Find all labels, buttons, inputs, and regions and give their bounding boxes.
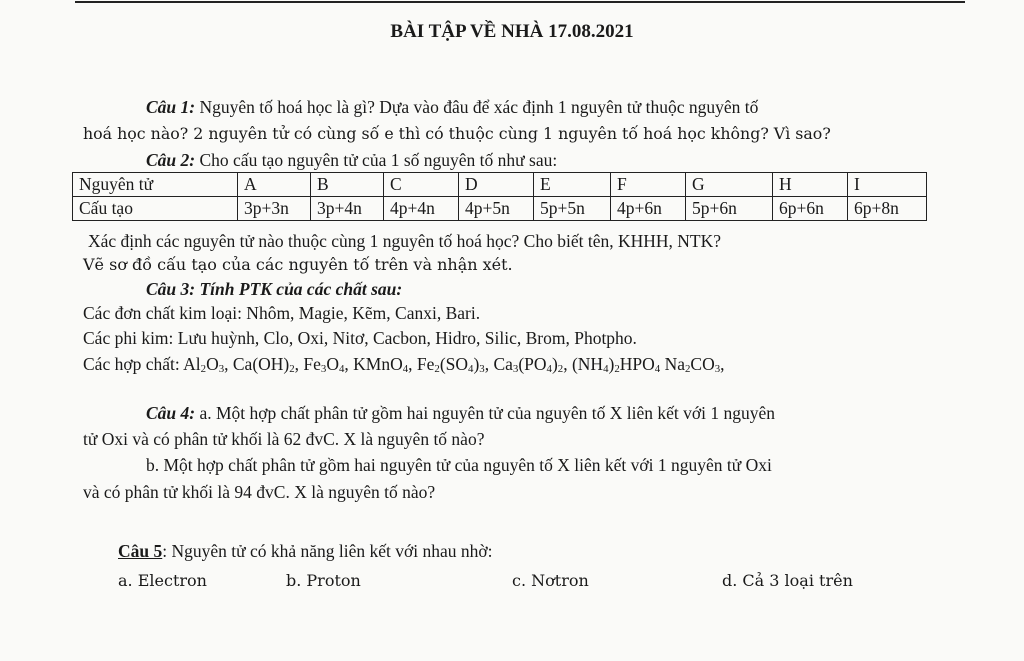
table-cell-structure: 6p+6n <box>773 197 848 221</box>
table-cell-structure: 5p+5n <box>534 197 611 221</box>
q2-intro-text: Cho cấu tạo nguyên tử của 1 số nguyên tố như sau: <box>195 150 558 170</box>
q4-a-line-1 <box>146 404 775 423</box>
q5-line <box>118 542 493 561</box>
q3-label: Câu 3: Tính PTK của các chất sau: <box>146 279 403 299</box>
q3-compound-formulas: $Al_2O_3$, $Ca(OH)_2$, $Fe_3O_4$, KMnO$_4$, $Fe_2(SO_4)_3$, $Ca_3(PO_4)_2$, $(NH_4)_2HPO_4$ $Na_2CO_3$, <box>183 354 725 375</box>
q1-line-2: hoá học nào? 2 nguyên tử có cùng số e thì có thuộc cùng 1 nguyên tố hoá học không? Vì sao? <box>83 124 831 143</box>
q4-a-line-2: tử Oxi và có phân tử khối là 62 đvC. X là nguyên tố nào? <box>83 429 485 449</box>
q2-intro <box>146 151 557 170</box>
table-cell-structure: 4p+6n <box>611 197 686 221</box>
q2-after-1: Xác định các nguyên tử nào thuộc cùng 1 nguyên tố hoá học? Cho biết tên, KHHH, NTK? <box>88 231 721 251</box>
q4-label: Câu 4: <box>146 403 196 423</box>
q5-option-c: c. Nơtron <box>512 571 589 590</box>
q1-line-1 <box>146 98 758 117</box>
q4-b-line-1: b. Một hợp chất phân tử gồm hai nguyên tử của nguyên tố X liên kết với 1 nguyên tử Oxi <box>146 455 772 475</box>
table-row-structure <box>73 197 927 221</box>
q3-nonmetals: Các phi kim: Lưu huỳnh, Clo, Oxi, Nitơ, Cacbon, Hidro, Silic, Brom, Photpho. <box>83 328 637 348</box>
q5-option-b: b. Proton <box>286 571 361 590</box>
table-cell-element: F <box>611 173 686 197</box>
q2-label: Câu 2: <box>146 150 196 170</box>
table-cell-structure: 6p+8n <box>848 197 927 221</box>
table-cell-structure: 4p+4n <box>384 197 459 221</box>
q5-text: : Nguyên tử có khả năng liên kết với nhau nhờ: <box>162 541 493 561</box>
table-cell-structure: 5p+6n <box>686 197 773 221</box>
table-cell-structure: 4p+5n <box>459 197 534 221</box>
q5-option-d: d. Cả 3 loại trên <box>722 571 853 590</box>
table-cell-element: B <box>311 173 384 197</box>
table-cell-element: A <box>238 173 311 197</box>
q3-compounds <box>83 355 725 374</box>
top-border-line <box>75 1 965 3</box>
q2-after-2: Vẽ sơ đồ cấu tạo của các nguyên tố trên và nhận xét. <box>83 255 513 274</box>
page-title: BÀI TẬP VỀ NHÀ 17.08.2021 <box>390 21 634 42</box>
q1-text-1: Nguyên tố hoá học là gì? Dựa vào đâu để xác định 1 nguyên tử thuộc nguyên tố <box>195 97 759 117</box>
q5-option-a: a. Electron <box>118 571 207 590</box>
table-cell-structure: 3p+3n <box>238 197 311 221</box>
table-cell-element: G <box>686 173 773 197</box>
q3-metals: Các đơn chất kim loại: Nhôm, Magie, Kẽm, Canxi, Bari. <box>83 303 481 323</box>
table-cell-structure: 3p+4n <box>311 197 384 221</box>
q4-b-line-2: và có phân tử khối là 94 đvC. X là nguyên tố nào? <box>83 482 436 502</box>
q3-compounds-prefix: Các hợp chất: <box>83 354 184 374</box>
atom-structure-table <box>72 172 927 221</box>
table-cell-element: H <box>773 173 848 197</box>
q5-label: Câu 5 <box>118 541 163 561</box>
table-cell-element: I <box>848 173 927 197</box>
table-cell-element: C <box>384 173 459 197</box>
table-row-label: Cấu tạo <box>73 197 238 221</box>
table-row-header <box>73 173 927 197</box>
q4-a-text-1: a. Một hợp chất phân tử gồm hai nguyên tử của nguyên tố X liên kết với 1 nguyên <box>195 403 775 423</box>
q1-label: Câu 1: <box>146 97 196 117</box>
table-header-label: Nguyên tử <box>73 173 238 197</box>
table-cell-element: D <box>459 173 534 197</box>
table-cell-element: E <box>534 173 611 197</box>
